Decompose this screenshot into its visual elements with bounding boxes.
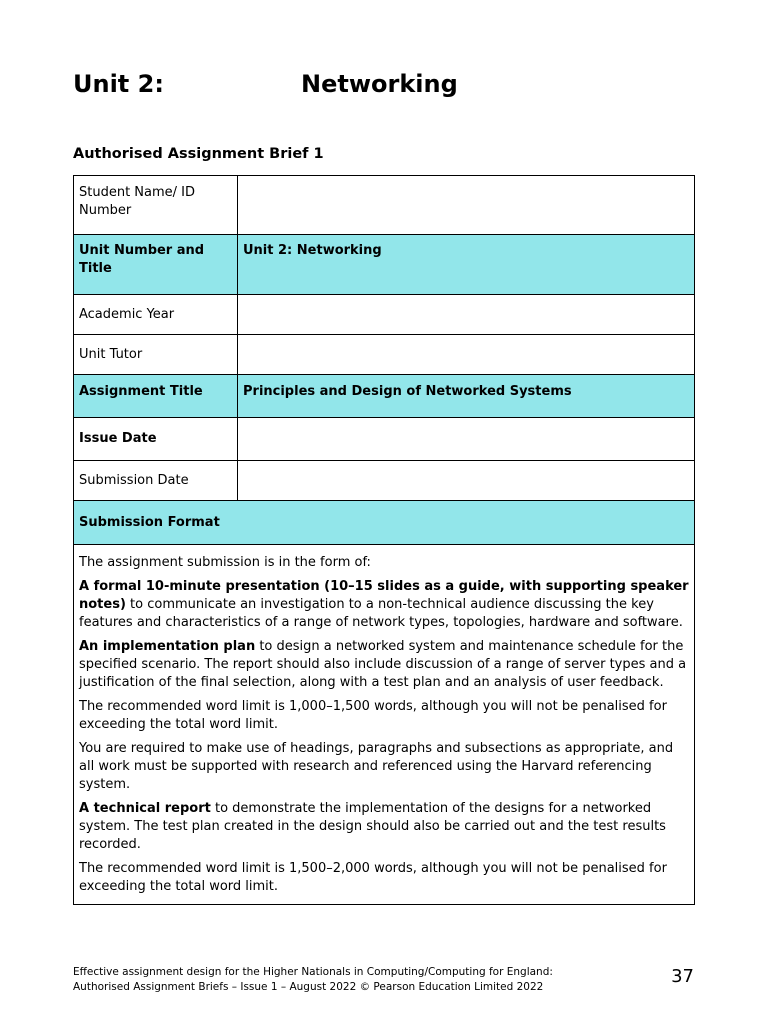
presentation-bold: A formal 10-minute presentation (10–15 slides as a guide, with supporting speaker notes) bbox=[79, 579, 689, 612]
format-technical-report bbox=[79, 800, 689, 854]
issue-date-value bbox=[238, 418, 695, 461]
issue-date-label: Issue Date bbox=[74, 418, 238, 461]
word-limit-note-2: The recommended word limit is 1,500–2,000 words, although you will not be penalised for exceeding the total word limit. bbox=[79, 861, 667, 894]
student-name-label: Student Name/ ID Number bbox=[74, 176, 238, 235]
page-title bbox=[73, 70, 458, 98]
student-name-row bbox=[74, 176, 695, 235]
assignment-brief-table bbox=[73, 175, 695, 905]
assignment-title-label: Assignment Title bbox=[74, 375, 238, 418]
unit-title: Networking bbox=[301, 70, 458, 98]
academic-year-value bbox=[238, 295, 695, 335]
format-presentation bbox=[79, 578, 689, 632]
submission-format-details bbox=[74, 545, 695, 905]
academic-year-row bbox=[74, 295, 695, 335]
submission-format-label: Submission Format bbox=[74, 501, 695, 545]
report-bold: A technical report bbox=[79, 801, 211, 816]
student-name-value bbox=[238, 176, 695, 235]
presentation-text: to communicate an investigation to a non-technical audience discussing the key features and characteristics of a range of network types, topologies, hardware and software. bbox=[79, 597, 683, 630]
submission-date-row bbox=[74, 461, 695, 501]
report-text: to demonstrate the implementation of the designs for a networked system. The test plan created in the design should also be carried out and the test results recorded. bbox=[79, 801, 666, 852]
unit-tutor-value bbox=[238, 335, 695, 375]
plan-bold: An implementation plan bbox=[79, 639, 256, 654]
unit-number-value: Unit 2: Networking bbox=[238, 235, 695, 295]
word-limit-note-1: The recommended word limit is 1,000–1,500 words, although you will not be penalised for exceeding the total word limit. bbox=[79, 699, 667, 732]
submission-date-value bbox=[238, 461, 695, 501]
format-implementation-plan bbox=[79, 638, 689, 692]
unit-tutor-label: Unit Tutor bbox=[74, 335, 238, 375]
academic-year-label: Academic Year bbox=[74, 295, 238, 335]
unit-tutor-row bbox=[74, 335, 695, 375]
brief-heading: Authorised Assignment Brief 1 bbox=[73, 146, 324, 162]
unit-number-label: Unit Number and Title bbox=[74, 235, 238, 295]
submission-date-label: Submission Date bbox=[74, 461, 238, 501]
format-intro: The assignment submission is in the form of: bbox=[79, 555, 371, 570]
submission-format-details-row bbox=[74, 545, 695, 905]
assignment-title-row bbox=[74, 375, 695, 418]
page-number: 37 bbox=[671, 966, 694, 987]
submission-format-row bbox=[74, 501, 695, 545]
assignment-title-value: Principles and Design of Networked Systems bbox=[238, 375, 695, 418]
footer-line-2: Authorised Assignment Briefs – Issue 1 – August 2022 © Pearson Education Limited 2022 bbox=[73, 981, 544, 993]
unit-number-row bbox=[74, 235, 695, 295]
footer-line-1: Effective assignment design for the Higher Nationals in Computing/Computing for England: bbox=[73, 966, 553, 978]
issue-date-row bbox=[74, 418, 695, 461]
plan-text: to design a networked system and maintenance schedule for the specified scenario. The report should also include discussion of a range of server types and a justification of the final selection, along with a test plan and an analysis of user feedback. bbox=[79, 639, 687, 690]
headings-note: You are required to make use of headings, paragraphs and subsections as appropriate, and all work must be supported with research and referenced using the Harvard referencing system. bbox=[79, 741, 674, 792]
footer bbox=[73, 965, 553, 995]
unit-label: Unit 2: bbox=[73, 70, 164, 98]
